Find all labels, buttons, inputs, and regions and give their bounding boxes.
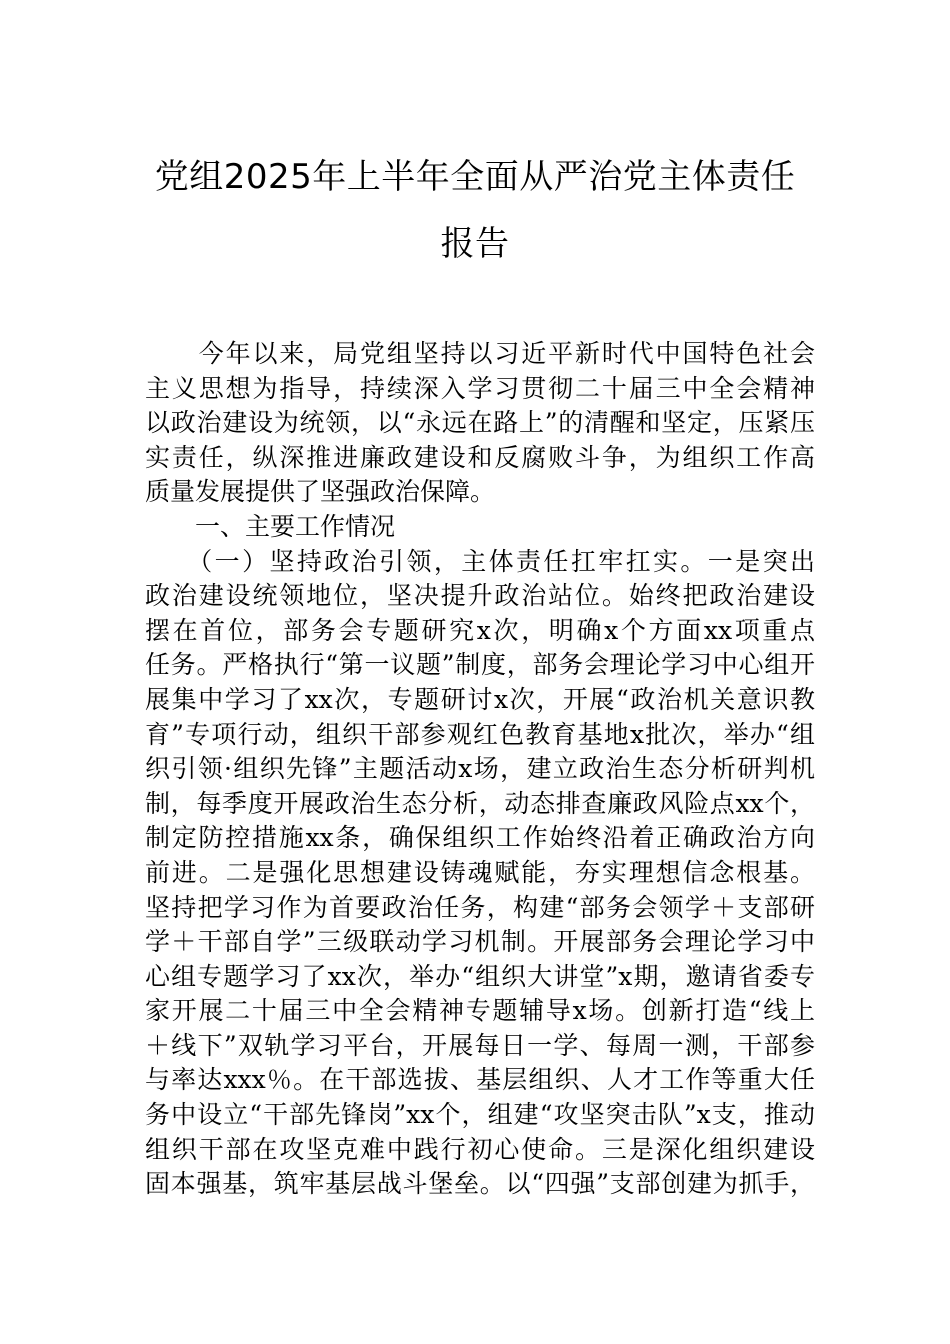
body-line: ＋线下”双轨学习平台，开展每日一学、每周一测，干部参 xyxy=(145,1030,815,1060)
body-line: 育”专项行动，组织干部参观红色教育基地x批次，举办“组 xyxy=(145,719,815,749)
body-line: 固本强基，筑牢基层战斗堡垒。以“四强”支部创建为抓手， xyxy=(145,1169,815,1199)
body-line: 务中设立“干部先锋岗”xx个，组建“攻坚突击队”x支，推动 xyxy=(145,1100,815,1130)
body-line: 组织干部在攻坚克难中践行初心使命。三是深化组织建设 xyxy=(145,1134,815,1164)
body-line: 心组专题学习了xx次，举办“组织大讲堂”x期，邀请省委专 xyxy=(145,961,815,991)
body-line: 以政治建设为统领，以“永远在路上”的清醒和坚定，压紧压 xyxy=(145,408,815,438)
section-heading: 一、主要工作情况 xyxy=(145,511,396,541)
body-line: 与率达xxx％。在干部选拔、基层组织、人才工作等重大任 xyxy=(145,1065,815,1095)
body-line: 摆在首位，部务会专题研究x次，明确x个方面xx项重点 xyxy=(145,615,815,645)
body-line: 主义思想为指导，持续深入学习贯彻二十届三中全会精神 xyxy=(145,373,815,403)
body-line: 任务。严格执行“第一议题”制度，部务会理论学习中心组开 xyxy=(145,650,815,680)
body-line: 质量发展提供了坚强政治保障。 xyxy=(145,477,496,507)
body-line: 制，每季度开展政治生态分析，动态排查廉政风险点xx个， xyxy=(145,788,815,818)
body-line: 前进。二是强化思想建设铸魂赋能，夯实理想信念根基。 xyxy=(145,857,815,887)
body-line: 今年以来，局党组坚持以习近平新时代中国特色社会 xyxy=(145,339,815,368)
body-line: （一）坚持政治引领，主体责任扛牢扛实。一是突出 xyxy=(145,546,815,576)
body-line: 织引领·组织先锋”主题活动x场，建立政治生态分析研判机 xyxy=(145,754,815,784)
document-body xyxy=(145,337,815,1202)
body-line: 实责任，纵深推进廉政建设和反腐败斗争，为组织工作高 xyxy=(145,442,815,472)
body-line: 制定防控措施xx条，确保组织工作始终沿着正确政治方向 xyxy=(145,823,815,853)
document-title-line-1: 党组2025年上半年全面从严治党主体责任 xyxy=(154,157,796,197)
body-line: 学＋干部自学”三级联动学习机制。开展部务会理论学习中 xyxy=(145,927,815,957)
body-line: 展集中学习了xx次，专题研讨x次，开展“政治机关意识教 xyxy=(145,684,815,714)
body-line: 政治建设统领地位，坚决提升政治站位。始终把政治建设 xyxy=(145,581,815,611)
body-line: 家开展二十届三中全会精神专题辅导x场。创新打造“线上 xyxy=(145,996,815,1026)
body-line: 坚持把学习作为首要政治任务，构建“部务会领学＋支部研 xyxy=(145,892,815,922)
document-title-line-2: 报告 xyxy=(440,224,510,264)
